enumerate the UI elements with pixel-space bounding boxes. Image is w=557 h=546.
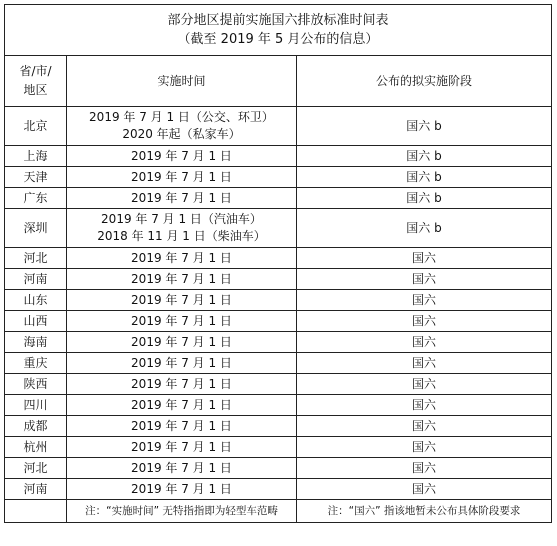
- header-time: 实施时间: [67, 56, 297, 107]
- time-cell: [67, 437, 297, 458]
- time-line: 2019 年 7 月 1 日（汽油车）: [101, 212, 262, 226]
- time-line: 2019 年 7 月 1 日: [131, 397, 232, 412]
- time-line: 2019 年 7 月 1 日: [131, 334, 232, 349]
- time-cell: [67, 209, 297, 248]
- stage-cell: 国六 b: [297, 188, 552, 209]
- table-row: [5, 167, 552, 188]
- emission-standard-table: [4, 4, 552, 523]
- stage-cell: 国六: [297, 332, 552, 353]
- time-line: 2019 年 7 月 1 日: [131, 169, 232, 184]
- time-line: 2019 年 7 月 1 日: [131, 313, 232, 328]
- region-cell: 天津: [5, 167, 67, 188]
- table-row: [5, 188, 552, 209]
- stage-cell: 国六 b: [297, 167, 552, 188]
- time-cell: [67, 332, 297, 353]
- table-row: [5, 437, 552, 458]
- region-cell: 山东: [5, 290, 67, 311]
- table-row: [5, 353, 552, 374]
- stage-cell: 国六: [297, 311, 552, 332]
- table-row: [5, 107, 552, 146]
- region-cell: 深圳: [5, 209, 67, 248]
- stage-cell: 国六: [297, 290, 552, 311]
- time-line: 2019 年 7 月 1 日: [131, 250, 232, 265]
- time-cell: [67, 458, 297, 479]
- stage-cell: 国六: [297, 374, 552, 395]
- time-cell: [67, 311, 297, 332]
- table-row: [5, 374, 552, 395]
- time-line: 2019 年 7 月 1 日（公交、环卫）: [89, 110, 274, 124]
- stage-cell: 国六: [297, 248, 552, 269]
- time-line: 2019 年 7 月 1 日: [131, 355, 232, 370]
- time-line: 2019 年 7 月 1 日: [131, 292, 232, 307]
- time-line: 2019 年 7 月 1 日: [131, 481, 232, 496]
- table-row: [5, 395, 552, 416]
- time-cell: [67, 353, 297, 374]
- time-cell: [67, 146, 297, 167]
- time-line: 2019 年 7 月 1 日: [131, 439, 232, 454]
- stage-cell: 国六: [297, 458, 552, 479]
- table-row: [5, 290, 552, 311]
- time-line: 2019 年 7 月 1 日: [131, 271, 232, 286]
- stage-cell: 国六: [297, 395, 552, 416]
- time-cell: [67, 416, 297, 437]
- time-cell: [67, 290, 297, 311]
- header-stage: 公布的拟实施阶段: [297, 56, 552, 107]
- stage-cell: 国六: [297, 416, 552, 437]
- time-line: 2019 年 7 月 1 日: [131, 148, 232, 163]
- region-cell: 杭州: [5, 437, 67, 458]
- time-cell: [67, 374, 297, 395]
- region-cell: 海南: [5, 332, 67, 353]
- header-region-line2: 地区: [23, 83, 48, 97]
- time-line: 2020 年起（私家车）: [122, 127, 241, 141]
- region-cell: 重庆: [5, 353, 67, 374]
- time-line: 2018 年 11 月 1 日（柴油车）: [97, 229, 266, 243]
- table-title-subtitle: （截至 2019 年 5 月公布的信息）: [177, 32, 379, 47]
- time-cell: [67, 167, 297, 188]
- time-line: 2019 年 7 月 1 日: [131, 190, 232, 205]
- time-cell: [67, 269, 297, 290]
- region-cell: 陕西: [5, 374, 67, 395]
- header-region: [5, 56, 67, 107]
- stage-cell: 国六 b: [297, 209, 552, 248]
- header-region-line1: 省/市/: [19, 64, 52, 78]
- stage-cell: 国六: [297, 353, 552, 374]
- time-cell: [67, 395, 297, 416]
- time-cell: [67, 107, 297, 146]
- region-cell: 河北: [5, 458, 67, 479]
- table-row: [5, 416, 552, 437]
- stage-cell: 国六 b: [297, 107, 552, 146]
- time-line: 2019 年 7 月 1 日: [131, 460, 232, 475]
- table-row: [5, 269, 552, 290]
- note-empty-cell: [5, 500, 67, 523]
- table-title: [5, 5, 552, 56]
- time-line: 2019 年 7 月 1 日: [131, 418, 232, 433]
- region-cell: 河南: [5, 479, 67, 500]
- table-row: [5, 146, 552, 167]
- time-cell: [67, 479, 297, 500]
- region-cell: 成都: [5, 416, 67, 437]
- stage-cell: 国六: [297, 269, 552, 290]
- region-cell: 四川: [5, 395, 67, 416]
- region-cell: 河南: [5, 269, 67, 290]
- stage-cell: 国六: [297, 437, 552, 458]
- region-cell: 北京: [5, 107, 67, 146]
- table-row: [5, 248, 552, 269]
- table-row: [5, 311, 552, 332]
- table-container: [4, 4, 552, 523]
- time-cell: [67, 188, 297, 209]
- time-line: 2019 年 7 月 1 日: [131, 376, 232, 391]
- region-cell: 上海: [5, 146, 67, 167]
- time-cell: [67, 248, 297, 269]
- notes-row: [5, 500, 552, 523]
- table-row: [5, 479, 552, 500]
- region-cell: 山西: [5, 311, 67, 332]
- note-time: 注：“实施时间” 无特指指即为轻型车范畴: [67, 500, 297, 523]
- title-row: [5, 5, 552, 56]
- stage-cell: 国六 b: [297, 146, 552, 167]
- header-row: [5, 56, 552, 107]
- note-stage: 注：“国六” 指该地暂未公布具体阶段要求: [297, 500, 552, 523]
- table-title-main: 部分地区提前实施国六排放标准时间表: [167, 13, 389, 28]
- table-row: [5, 332, 552, 353]
- table-row: [5, 458, 552, 479]
- table-row: [5, 209, 552, 248]
- stage-cell: 国六: [297, 479, 552, 500]
- region-cell: 广东: [5, 188, 67, 209]
- region-cell: 河北: [5, 248, 67, 269]
